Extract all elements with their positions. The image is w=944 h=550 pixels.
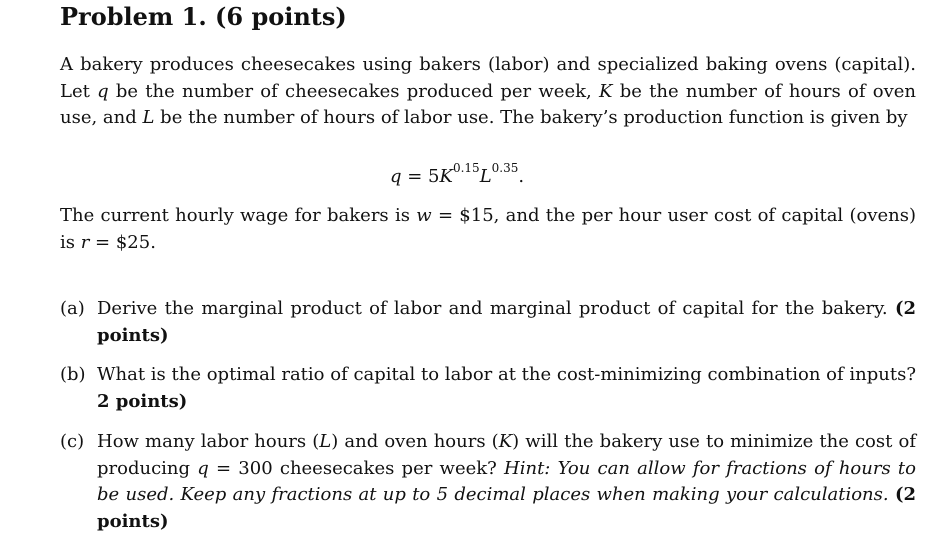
part-b bbox=[60, 362, 916, 415]
part-c-text-2: ) and oven hours ( bbox=[331, 431, 499, 452]
part-c-hint: Hint: You can allow for fractions of hours to be used. Keep any fractions at up to 5 decimal places when making your calculations. bbox=[97, 457, 916, 505]
part-a-label: (a) bbox=[60, 298, 85, 319]
costs-text-1: The current hourly wage for bakers is bbox=[60, 205, 417, 226]
part-b-text: What is the optimal ratio of capital to labor at the cost-minimizing combination of inputs? bbox=[97, 364, 916, 385]
intro-text-4: be the number of hours of labor use. The bakery’s production function is given by bbox=[154, 107, 908, 128]
part-b-label: (b) bbox=[60, 364, 86, 385]
part-c-var-l: L bbox=[319, 431, 332, 452]
part-c-points: (2 points) bbox=[97, 484, 916, 532]
part-c bbox=[60, 429, 916, 535]
part-b-body bbox=[97, 362, 916, 415]
var-q: q bbox=[97, 80, 109, 102]
costs-text-2: = $15, and the per hour user cost of capital (ovens) is bbox=[60, 205, 916, 253]
part-c-body bbox=[97, 429, 916, 535]
eq-q: q bbox=[390, 166, 402, 187]
part-c-text-3: ) will the bakery use to minimize the cost of producing bbox=[97, 431, 916, 479]
var-l: L bbox=[142, 107, 155, 128]
production-function bbox=[390, 161, 525, 187]
part-a-text: Derive the marginal product of labor and marginal product of capital for the bakery. bbox=[97, 298, 895, 319]
costs-text-3: = $25. bbox=[89, 231, 156, 253]
var-r: r bbox=[80, 231, 90, 253]
eq-k: K bbox=[439, 166, 453, 187]
eq-end: . bbox=[518, 166, 525, 187]
var-w: w bbox=[416, 205, 432, 226]
part-a bbox=[60, 296, 916, 349]
part-b-points: 2 points) bbox=[97, 390, 188, 412]
var-k: K bbox=[599, 80, 613, 102]
eq-l: L bbox=[479, 166, 492, 187]
intro-text-2: be the number of cheesecakes produced per week, bbox=[108, 80, 599, 102]
intro-text-3: be the number of hours of oven use, and bbox=[60, 80, 916, 128]
part-a-body bbox=[97, 296, 916, 349]
eq-exp-k: 0.15 bbox=[452, 161, 480, 175]
part-c-var-q: q bbox=[197, 457, 209, 479]
eq-exp-l: 0.35 bbox=[491, 161, 519, 175]
part-c-var-k: K bbox=[498, 431, 513, 452]
part-c-label: (c) bbox=[60, 431, 85, 452]
eq-coef: = 5 bbox=[401, 166, 440, 187]
part-c-text-4: = 300 cheesecakes per week? bbox=[208, 457, 505, 479]
part-c-text-1: How many labor hours ( bbox=[97, 431, 320, 452]
part-a-points: (2 points) bbox=[97, 298, 916, 346]
intro-paragraph bbox=[60, 52, 916, 132]
intro-text-1: A bakery produces cheesecakes using bakers (labor) and specialized baking ovens (capital). Let bbox=[60, 54, 916, 102]
problem-title: Problem 1. (6 points) bbox=[60, 2, 347, 31]
costs-paragraph bbox=[60, 203, 916, 256]
